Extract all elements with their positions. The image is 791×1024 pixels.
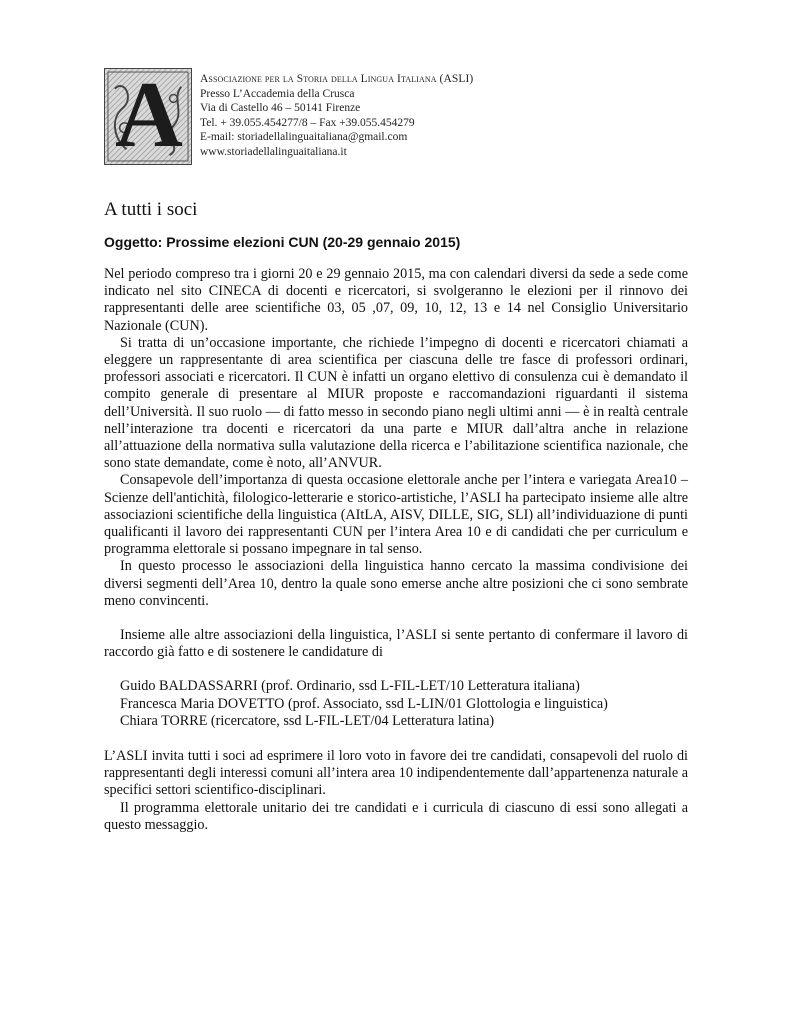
address-line: Via di Castello 46 – 50141 Firenze — [200, 102, 361, 115]
paragraph-5: Insieme alle altre associazioni della linguistica, l’ASLI si sente pertanto di confermare il lavoro di raccordo già fatto e di sostenere le candidature di — [104, 627, 688, 661]
paragraph-4: In questo processo le associazioni della linguistica hanno cercato la massima condivisione dei diversi segmenti dell’Area 10, dentro la quale sono emerse anche altre posizioni che ci sono sembrate meno convincenti. — [104, 558, 688, 609]
subject-line: Oggetto: Prossime elezioni CUN (20-29 gennaio 2015) — [104, 234, 461, 250]
paragraph-3: Consapevole dell’importanza di questa occasione elettorale anche per l’intera e variegata Area10 –Scienze dell'antichità, filologico-letterarie e storico-artistiche, l’ASLI ha partecipato insieme alle altre associazioni scientifiche della linguistica (AItLA, AISV, DILLE, SIG, SLI) all’individuazione di punti qualificanti il lavoro dei rappresentanti CUN per l’intera Area 10 e di candidati che per curriculum e programma elettorale si possano impegnare in tal senso. — [104, 472, 688, 558]
candidate-item: Chiara TORRE (ricercatore, ssd L-FIL-LET/04 Letteratura latina) — [120, 712, 495, 729]
logo-letter: A — [115, 68, 183, 165]
paragraph-7: Il programma elettorale unitario dei tre candidati e i curricula di ciascuno di essi sono allegati a questo messaggio. — [104, 799, 688, 833]
host-line: Presso L’Accademia della Crusca — [200, 87, 355, 100]
letterhead — [200, 72, 620, 160]
candidate-list — [120, 678, 688, 730]
paragraph-1: Nel periodo compreso tra i giorni 20 e 29 gennaio 2015, ma con calendari diversi da sede a sede come indicato nel sito CINECA di docenti e ricercatori, si svolgeranno le elezioni per il rinnovo dei rappresentanti delle aree scientifiche 03, 05 ,07, 09, 10, 12, 13 e 14 nel Consiglio Universitario Nazionale (CUN). — [104, 266, 688, 334]
phone-line: Tel. + 39.055.454277/8 – Fax +39.055.454279 — [200, 116, 415, 129]
candidate-item: Francesca Maria DOVETTO (prof. Associato, ssd L-LIN/01 Glottologia e linguistica) — [120, 695, 608, 712]
greeting: A tutti i soci — [104, 199, 198, 220]
candidate-item: Guido BALDASSARRI (prof. Ordinario, ssd L-FIL-LET/10 Letteratura italiana) — [120, 678, 580, 695]
website-line: www.storiadellalinguaitaliana.it — [200, 145, 347, 158]
organization-name: Associazione per la Storia della Lingua Italiana (ASLI) — [200, 73, 474, 85]
paragraph-2: Si tratta di un’occasione importante, che richiede l’impegno di docenti e ricercatori chiamati a eleggere un rappresentante di area scientifica per ciascuna delle tre fasce di professori ordinari, professori associati e ricercatori. Il CUN è infatti un organo elettivo di consulenza cui è demandato il compito generale di presentare al MIUR proposte e raccomandazioni riguardanti il sistema dell’Università. Il suo ruolo — di fatto messo in secondo piano negli ultimi anni — è in realtà centrale nell’interazione tra docenti e ricercatori da una parte e MIUR dall’altra anche in relazione all’attuazione della normativa sulla valutazione della ricerca e l’abilitazione scientifica nazionale, che sono state demandate, come è noto, all’ANVUR. — [104, 334, 688, 472]
email-line: E-mail: storiadellalinguaitaliana@gmail.com — [200, 131, 408, 144]
paragraph-6: L’ASLI invita tutti i soci ad esprimere il loro voto in favore dei tre candidati, consapevoli del ruolo di rappresentanti degli interessi comuni all’intera area 10 indipendentemente dall’appartenenza naturale a specifici settori scientifico-disciplinari. — [104, 748, 688, 799]
asli-logo-icon — [104, 68, 192, 165]
letter-body — [104, 266, 688, 834]
